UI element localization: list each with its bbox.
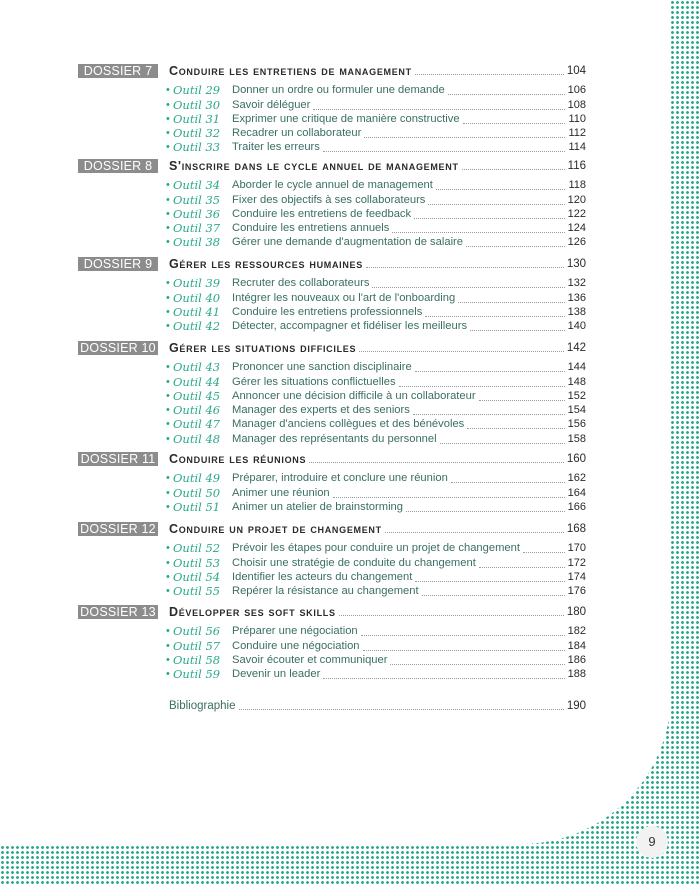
bullet-icon: • (166, 112, 170, 125)
page-number: 9 (636, 826, 668, 858)
leader-dots (414, 218, 565, 219)
tool-page: 184 (567, 639, 586, 652)
tool-page: 148 (567, 375, 586, 388)
bullet-icon: • (166, 305, 170, 318)
bullet-icon: • (166, 84, 170, 97)
dossier-heading[interactable] (78, 64, 586, 78)
tool-title: Préparer, introduire et conclure une réunion (232, 472, 448, 485)
tool-number: Outil 39 (173, 276, 221, 291)
tool-number: Outil 55 (173, 584, 221, 599)
dossier-page: 180 (566, 606, 586, 618)
leader-dots (425, 316, 564, 317)
tool-number: Outil 32 (173, 126, 221, 141)
tool-title: Identifier les acteurs du changement (232, 570, 413, 583)
leader-dots (323, 678, 564, 679)
tool-title: Recadrer un collaborateur (232, 127, 362, 140)
leader-dots (440, 443, 565, 444)
bullet-icon: • (166, 639, 170, 652)
tool-number: Outil 30 (173, 97, 221, 112)
tool-entry[interactable] (166, 290, 586, 304)
tool-entry[interactable] (166, 638, 586, 652)
tool-title: Conduire une négociation (232, 639, 360, 652)
leader-dots (385, 532, 564, 533)
tool-entry[interactable] (166, 570, 586, 584)
tool-page: 114 (568, 141, 586, 154)
dossier-title: Conduire les entretiens de management (169, 64, 412, 78)
tool-number: Outil 54 (173, 569, 221, 584)
tool-entry[interactable] (166, 417, 586, 431)
tool-title: Conduire les entretiens annuels (232, 222, 390, 235)
tool-page: 152 (567, 389, 586, 402)
tool-title: Conduire les entretiens professionnels (232, 305, 423, 318)
dossier-heading[interactable] (78, 452, 586, 466)
leader-dots (361, 635, 565, 636)
tool-number: Outil 40 (173, 290, 221, 305)
tool-title: Fixer des objectifs à ses collaborateurs (232, 193, 426, 206)
bullet-icon: • (166, 389, 170, 402)
leader-dots (239, 709, 564, 710)
leader-dots (413, 414, 565, 415)
tool-title: Conduire les entretiens de feedback (232, 207, 412, 220)
tool-title: Gérer les situations conflictuelles (232, 375, 396, 388)
dossier-section (78, 522, 586, 598)
bullet-icon: • (166, 222, 170, 235)
dossier-section (78, 257, 586, 333)
leader-dots (359, 351, 564, 352)
tool-page: 132 (567, 277, 586, 290)
tool-number: Outil 52 (173, 541, 221, 556)
tool-number: Outil 41 (173, 304, 221, 319)
tool-page: 124 (567, 222, 586, 235)
bullet-icon: • (166, 127, 170, 140)
leader-dots (523, 552, 565, 553)
bullet-icon: • (166, 207, 170, 220)
dossier-heading[interactable] (78, 522, 586, 536)
tool-number: Outil 47 (173, 417, 221, 432)
leader-dots (415, 74, 564, 75)
tool-title: Manager d'anciens collègues et des bénévoles (232, 418, 465, 431)
tool-title: Donner un ordre ou formuler une demande (232, 84, 445, 97)
dossier-title: Gérer les situations difficiles (169, 341, 357, 355)
dossier-section (78, 341, 586, 446)
tool-entry[interactable] (166, 431, 586, 445)
tool-page: 122 (567, 207, 586, 220)
bullet-icon: • (166, 472, 170, 485)
dossier-badge: DOSSIER 12 (78, 522, 158, 536)
bullet-icon: • (166, 625, 170, 638)
leader-dots (363, 650, 565, 651)
tool-entry[interactable] (166, 112, 586, 126)
tool-list (78, 178, 586, 249)
tool-entry[interactable] (166, 374, 586, 388)
tool-title: Intégrer les nouveaux ou l'art de l'onboarding (232, 291, 456, 304)
tool-title: Choisir une stratégie de conduite du changement (232, 556, 476, 569)
tool-list (78, 360, 586, 446)
tool-entry[interactable] (166, 485, 586, 499)
tool-number: Outil 49 (173, 471, 221, 486)
dossier-section (78, 159, 586, 249)
dossier-page: 168 (566, 523, 586, 535)
tool-entry[interactable] (166, 305, 586, 319)
tool-number: Outil 36 (173, 206, 221, 221)
bullet-icon: • (166, 486, 170, 499)
tool-page: 140 (567, 320, 586, 333)
bullet-icon: • (166, 653, 170, 666)
leader-dots (451, 482, 565, 483)
leader-dots (390, 664, 564, 665)
tool-title: Repérer la résistance au changement (232, 585, 419, 598)
tool-page: 164 (567, 486, 586, 499)
tool-title: Manager des experts et des seniors (232, 404, 410, 417)
leader-dots (422, 595, 565, 596)
tool-title: Savoir déléguer (232, 98, 311, 111)
bullet-icon: • (166, 556, 170, 569)
leader-dots (313, 109, 564, 110)
tool-page: 112 (568, 127, 586, 140)
leader-dots (366, 267, 564, 268)
leader-dots (466, 246, 565, 247)
tool-title: Savoir écouter et communiquer (232, 653, 388, 666)
leader-dots (364, 137, 565, 138)
leader-dots (415, 581, 564, 582)
tool-entry[interactable] (166, 192, 586, 206)
tool-entry[interactable] (166, 624, 586, 638)
tool-page: 118 (568, 179, 586, 192)
bullet-icon: • (166, 404, 170, 417)
tool-number: Outil 48 (173, 431, 221, 446)
tool-number: Outil 42 (173, 319, 221, 334)
dossier-heading[interactable] (78, 605, 586, 619)
dossier-title: Conduire un projet de changement (169, 522, 382, 536)
tool-title: Préparer une négociation (232, 625, 358, 638)
dossier-badge: DOSSIER 13 (78, 605, 158, 619)
bullet-icon: • (166, 570, 170, 583)
tool-entry[interactable] (166, 653, 586, 667)
tool-page: 176 (567, 585, 586, 598)
bullet-icon: • (166, 277, 170, 290)
dossier-page: 142 (566, 342, 586, 354)
tool-number: Outil 50 (173, 485, 221, 500)
bullet-icon: • (166, 320, 170, 333)
tool-page: 110 (568, 112, 586, 125)
tool-title: Prononcer une sanction disciplinaire (232, 361, 412, 374)
tool-list (78, 83, 586, 154)
tool-entry[interactable] (166, 555, 586, 569)
dossier-badge: DOSSIER 7 (78, 64, 158, 78)
bullet-icon: • (166, 500, 170, 513)
tool-page: 162 (567, 472, 586, 485)
tool-page: 188 (567, 668, 586, 681)
tool-number: Outil 45 (173, 388, 221, 403)
leader-dots (479, 567, 565, 568)
tool-number: Outil 38 (173, 235, 221, 250)
tool-entry[interactable] (166, 83, 586, 97)
tool-number: Outil 29 (173, 83, 221, 98)
tool-entry[interactable] (166, 360, 586, 374)
tool-page: 158 (567, 432, 586, 445)
tool-entry[interactable] (166, 471, 586, 485)
leader-dots (392, 232, 564, 233)
tool-number: Outil 51 (173, 499, 221, 514)
dossier-badge: DOSSIER 9 (78, 257, 158, 271)
bullet-icon: • (166, 141, 170, 154)
tool-page: 156 (567, 418, 586, 431)
tool-entry[interactable] (166, 221, 586, 235)
leader-dots (399, 386, 565, 387)
tool-page: 172 (567, 556, 586, 569)
tool-entry[interactable] (166, 97, 586, 111)
dossier-title: Développer ses soft skills (169, 605, 336, 619)
tool-title: Aborder le cycle annuel de management (232, 179, 433, 192)
bibliography-page: 190 (566, 700, 586, 712)
dossier-section (78, 64, 586, 154)
leader-dots (458, 302, 564, 303)
tool-number: Outil 35 (173, 192, 221, 207)
bibliography-label: Bibliographie (169, 700, 236, 712)
tool-number: Outil 46 (173, 403, 221, 418)
dossier-title: Conduire les réunions (169, 452, 307, 466)
tool-entry[interactable] (166, 178, 586, 192)
tool-number: Outil 59 (173, 667, 221, 682)
tool-entry[interactable] (166, 319, 586, 333)
leader-dots (339, 615, 564, 616)
tool-title: Gérer une demande d'augmentation de salaire (232, 236, 464, 249)
tool-number: Outil 56 (173, 624, 221, 639)
leader-dots (467, 428, 564, 429)
tool-title: Devenir un leader (232, 668, 321, 681)
tool-page: 120 (567, 193, 586, 206)
tool-number: Outil 34 (173, 178, 221, 193)
tool-entry[interactable] (166, 140, 586, 154)
bullet-icon: • (166, 193, 170, 206)
leader-dots (428, 204, 564, 205)
tool-title: Manager des représentants du personnel (232, 432, 437, 445)
tool-number: Outil 37 (173, 221, 221, 236)
tool-entry[interactable] (166, 276, 586, 290)
bullet-icon: • (166, 375, 170, 388)
tool-number: Outil 43 (173, 360, 221, 375)
leader-dots (372, 287, 564, 288)
tool-title: Annoncer une décision difficile à un collaborateur (232, 389, 476, 402)
tool-entry[interactable] (166, 541, 586, 555)
tool-entry[interactable] (166, 235, 586, 249)
tool-page: 186 (567, 653, 586, 666)
dossier-page: 104 (566, 65, 586, 77)
leader-dots (470, 330, 565, 331)
bibliography-entry[interactable] (169, 698, 586, 712)
bullet-icon: • (166, 98, 170, 111)
dossier-badge: DOSSIER 10 (78, 341, 158, 355)
bullet-icon: • (166, 361, 170, 374)
tool-title: Traiter les erreurs (232, 141, 320, 154)
tool-title: Animer un atelier de brainstorming (232, 500, 404, 513)
bullet-icon: • (166, 418, 170, 431)
tool-page: 106 (567, 84, 586, 97)
leader-dots (415, 371, 565, 372)
tool-entry[interactable] (166, 584, 586, 598)
tool-title: Recruter des collaborateurs (232, 277, 370, 290)
tool-number: Outil 53 (173, 555, 221, 570)
tool-list (78, 471, 586, 514)
tool-list (78, 624, 586, 681)
tool-page: 138 (567, 305, 586, 318)
tool-entry[interactable] (166, 207, 586, 221)
tool-page: 154 (567, 404, 586, 417)
leader-dots (323, 151, 566, 152)
tool-page: 166 (567, 500, 586, 513)
bullet-icon: • (166, 432, 170, 445)
tool-entry[interactable] (166, 667, 586, 681)
tool-title: Exprimer une critique de manière constructive (232, 112, 460, 125)
dossier-heading[interactable] (78, 257, 586, 271)
bullet-icon: • (166, 236, 170, 249)
dossier-page: 116 (567, 160, 586, 172)
tool-title: Animer une réunion (232, 486, 330, 499)
leader-dots (406, 511, 565, 512)
leader-dots (333, 497, 565, 498)
tool-page: 136 (567, 291, 586, 304)
dossier-section (78, 605, 586, 681)
tool-page: 144 (567, 361, 586, 374)
dossier-section (78, 452, 586, 514)
tool-page: 170 (567, 542, 586, 555)
bullet-icon: • (166, 179, 170, 192)
tool-number: Outil 44 (173, 374, 221, 389)
dossier-page: 160 (566, 453, 586, 465)
tool-number: Outil 33 (173, 140, 221, 155)
dossier-heading[interactable] (78, 159, 586, 173)
leader-dots (309, 462, 564, 463)
tool-title: Détecter, accompagner et fidéliser les meilleurs (232, 320, 468, 333)
tool-entry[interactable] (166, 126, 586, 140)
bullet-icon: • (166, 542, 170, 555)
dossier-title: S'inscrire dans le cycle annuel de management (169, 159, 459, 173)
tool-entry[interactable] (166, 500, 586, 514)
leader-dots (436, 189, 566, 190)
dossier-badge: DOSSIER 8 (78, 159, 158, 173)
tool-page: 108 (567, 98, 586, 111)
tool-list (78, 541, 586, 598)
tool-entry[interactable] (166, 389, 586, 403)
tool-number: Outil 31 (173, 111, 221, 126)
dossier-badge: DOSSIER 11 (78, 452, 158, 466)
dossier-title: Gérer les ressources humaines (169, 257, 363, 271)
bullet-icon: • (166, 668, 170, 681)
leader-dots (462, 169, 565, 170)
bullet-icon: • (166, 291, 170, 304)
leader-dots (463, 123, 566, 124)
tool-title: Prévoir les étapes pour conduire un projet de changement (232, 542, 520, 555)
tool-page: 126 (567, 236, 586, 249)
leader-dots (479, 400, 565, 401)
tool-page: 182 (567, 625, 586, 638)
tool-list (78, 276, 586, 333)
bullet-icon: • (166, 585, 170, 598)
tool-number: Outil 57 (173, 638, 221, 653)
leader-dots (448, 94, 565, 95)
tool-page: 174 (567, 570, 586, 583)
tool-entry[interactable] (166, 403, 586, 417)
dossier-page: 130 (566, 258, 586, 270)
tool-number: Outil 58 (173, 652, 221, 667)
dossier-heading[interactable] (78, 341, 586, 355)
